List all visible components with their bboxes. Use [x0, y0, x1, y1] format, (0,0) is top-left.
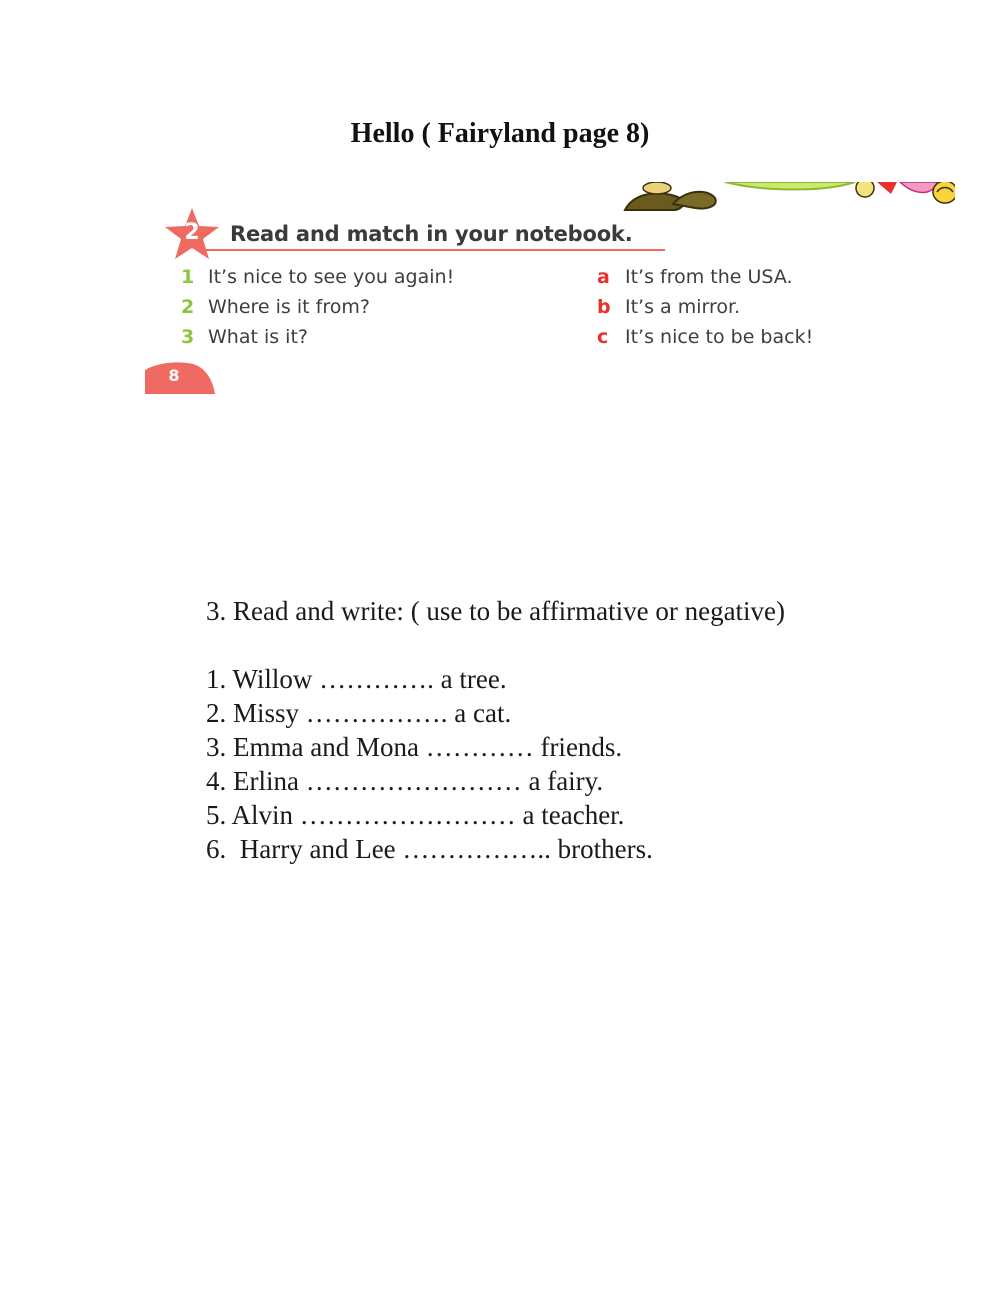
exercise-3: [206, 594, 785, 866]
answer-item: [597, 322, 813, 352]
exercise-heading: 3. Read and write: ( use to be affirmative or negative): [206, 596, 786, 626]
question-number: 3: [181, 326, 195, 348]
answer-letter: c: [597, 326, 609, 348]
answer-text: It’s nice to be back!: [625, 326, 814, 348]
answer-item: [597, 292, 813, 322]
answer-letter: b: [597, 296, 611, 318]
fill-in-sentence: 5. Alvin …………………… a teacher.: [206, 800, 625, 830]
question-list: [181, 262, 454, 352]
question-item: [181, 262, 454, 292]
fill-in-sentence-list: [206, 662, 785, 866]
answer-list: [597, 262, 813, 352]
question-text: It’s nice to see you again!: [208, 266, 455, 288]
fill-in-sentence: 4. Erlina …………………… a fairy.: [206, 766, 604, 796]
answer-text: It’s from the USA.: [625, 266, 793, 288]
activity-heading: Read and match in your notebook.: [230, 222, 633, 246]
question-text: What is it?: [208, 326, 308, 348]
activity-number: 2: [184, 220, 200, 245]
cartoon-illustration-strip: [615, 182, 955, 214]
answer-item: [597, 262, 813, 292]
answer-text: It’s a mirror.: [625, 296, 741, 318]
question-item: [181, 322, 454, 352]
question-item: [181, 292, 454, 322]
page-number: 8: [168, 366, 180, 385]
answer-letter: a: [597, 266, 610, 288]
question-text: Where is it from?: [208, 296, 370, 318]
document-title: Hello ( Fairyland page 8): [350, 118, 650, 149]
question-number: 2: [181, 296, 195, 318]
fill-in-sentence: 1. Willow …………. a tree.: [206, 664, 507, 694]
fill-in-sentence: 2. Missy ……………. a cat.: [206, 698, 512, 728]
question-number: 1: [181, 266, 195, 288]
textbook-excerpt: [145, 182, 955, 394]
fill-in-sentence: 3. Emma and Mona ………… friends.: [206, 732, 623, 762]
heading-underline: [205, 249, 665, 251]
fill-in-sentence: 6. Harry and Lee …………….. brothers.: [206, 834, 653, 864]
